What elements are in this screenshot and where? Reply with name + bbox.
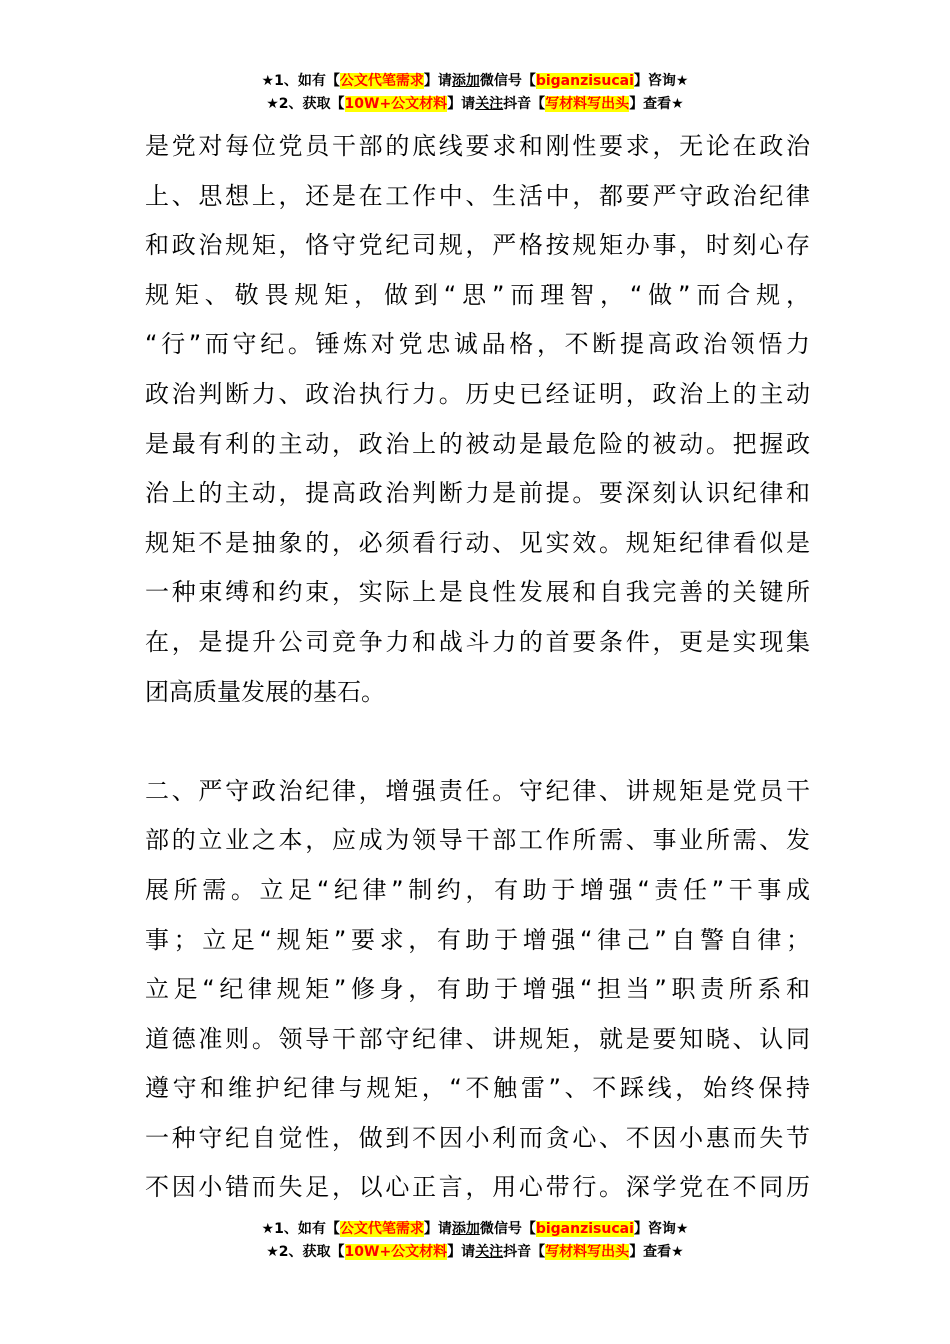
text-line: 规矩、敬畏规矩，做到“思”而理智，“做”而合规，	[145, 280, 810, 309]
footer-banner	[0, 1218, 950, 1264]
text-line: “行”而守纪。锤炼对党忠诚品格，不断提高政治领悟力	[145, 330, 810, 359]
document-body	[145, 122, 810, 1213]
text-line: 是最有利的主动，政治上的被动是最危险的被动。把握政	[145, 429, 810, 458]
text-line: 在，是提升公司竞争力和战斗力的首要条件，更是实现集	[145, 627, 810, 656]
highlight-wechat-id: biganzisucai	[535, 73, 634, 89]
header-line-1: ★1、如有【公文代笔需求】请添加微信号【biganzisucai】咨询★	[261, 73, 689, 89]
text-line: 和政治规矩，恪守党纪司规，严格按规矩办事，时刻心存	[145, 231, 810, 260]
text-line: 展所需。立足“纪律”制约，有助于增强“责任”干事成	[145, 875, 810, 904]
highlight-service: 公文代笔需求	[339, 1221, 424, 1237]
text-line: 是党对每位党员干部的底线要求和刚性要求，无论在政治	[145, 132, 810, 160]
header-banner	[0, 70, 950, 116]
highlight-douyin-account: 写材料写出头	[545, 1244, 630, 1260]
highlight-service: 公文代笔需求	[339, 73, 424, 89]
highlight-materials: 10W+公文材料	[344, 1244, 448, 1260]
text-line: 事；立足“规矩”要求，有助于增强“律己”自警自律；	[145, 925, 810, 954]
text-line: 上、思想上，还是在工作中、生活中，都要严守政治纪律	[145, 181, 810, 210]
text-line: 团高质量发展的基石。	[145, 677, 385, 706]
paragraph-2	[145, 767, 810, 1213]
text-line: 治上的主动，提高政治判断力是前提。要深刻认识纪律和	[145, 479, 810, 508]
text-line: 规矩不是抽象的，必须看行动、见实效。规矩纪律看似是	[145, 528, 810, 557]
text-line: 一种守纪自觉性，做到不因小利而贪心、不因小惠而失节	[145, 1123, 810, 1152]
text-line: 二、严守政治纪律，增强责任。守纪律、讲规矩是党员干	[145, 776, 810, 805]
footer-line-2: ★2、获取【10W+公文材料】请关注抖音【写材料写出头】查看★	[266, 1244, 684, 1260]
text-line: 不因小错而失足，以心正言，用心带行。深学党在不同历	[145, 1173, 810, 1202]
text-line: 政治判断力、政治执行力。历史已经证明，政治上的主动	[145, 379, 810, 408]
paragraph-1	[145, 122, 810, 717]
text-line: 道德准则。领导干部守纪律、讲规矩，就是要知晓、认同	[145, 1024, 810, 1053]
text-line: 遵守和维护纪律与规矩，“不触雷”、不踩线，始终保持	[145, 1074, 810, 1103]
text-line: 部的立业之本，应成为领导干部工作所需、事业所需、发	[145, 826, 810, 855]
text-line: 一种束缚和约束，实际上是良性发展和自我完善的关键所	[145, 578, 810, 607]
highlight-douyin-account: 写材料写出头	[545, 96, 630, 112]
footer-line-1: ★1、如有【公文代笔需求】请添加微信号【biganzisucai】咨询★	[261, 1221, 689, 1237]
highlight-materials: 10W+公文材料	[344, 96, 448, 112]
header-line-2: ★2、获取【10W+公文材料】请关注抖音【写材料写出头】查看★	[266, 96, 684, 112]
text-line: 立足“纪律规矩”修身，有助于增强“担当”职责所系和	[145, 975, 810, 1004]
highlight-wechat-id: biganzisucai	[535, 1221, 634, 1237]
